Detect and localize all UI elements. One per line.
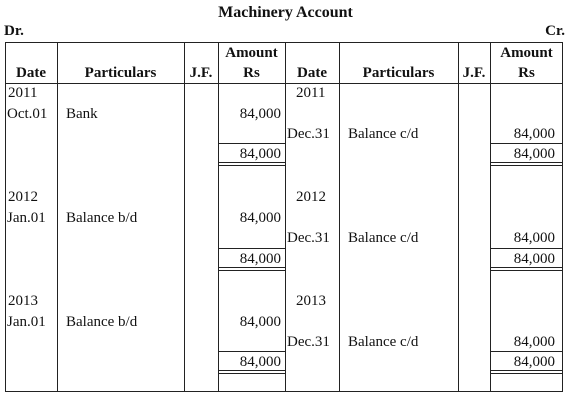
credit-total: 84,000: [513, 251, 555, 267]
debit-particulars: Bank: [66, 106, 98, 122]
debit-total: 84,000: [239, 251, 281, 267]
credit-year: 2011: [296, 85, 326, 101]
col-divider: [57, 42, 58, 392]
header-date: Date: [297, 65, 327, 81]
credit-side-label: Cr.: [545, 23, 565, 39]
double-rule: [490, 267, 563, 271]
credit-date: Dec.31: [287, 230, 330, 246]
credit-amount: 84,000: [513, 126, 555, 142]
header-amount: Amount: [500, 45, 553, 61]
total-rule: [218, 143, 285, 144]
header-particulars: Particulars: [84, 65, 157, 81]
credit-amount: 84,000: [513, 334, 555, 350]
debit-amount: 84,000: [239, 210, 281, 226]
credit-total: 84,000: [513, 354, 555, 370]
debit-total: 84,000: [239, 354, 281, 370]
col-divider: [339, 42, 340, 392]
double-rule: [490, 370, 563, 374]
col-divider-center: [285, 42, 286, 392]
header-jf: J.F.: [462, 65, 486, 81]
account-title: Machinery Account: [218, 4, 353, 21]
header-particulars: Particulars: [362, 65, 435, 81]
header-jf: J.F.: [189, 65, 213, 81]
debit-date: Oct.01: [7, 106, 48, 122]
debit-amount: 84,000: [239, 106, 281, 122]
debit-year: 2012: [8, 189, 38, 205]
total-rule: [490, 351, 563, 352]
debit-amount: 84,000: [239, 314, 281, 330]
header-date: Date: [16, 65, 46, 81]
debit-particulars: Balance b/d: [66, 314, 138, 330]
credit-year: 2012: [296, 189, 326, 205]
total-rule: [218, 351, 285, 352]
debit-year: 2011: [8, 85, 38, 101]
credit-date: Dec.31: [287, 126, 330, 142]
header-amount: Amount: [225, 45, 278, 61]
header-rs: Rs: [518, 65, 535, 81]
total-rule: [490, 248, 563, 249]
double-rule: [218, 162, 285, 166]
double-rule: [218, 267, 285, 271]
debit-year: 2013: [8, 293, 38, 309]
credit-amount: 84,000: [513, 230, 555, 246]
credit-date: Dec.31: [287, 334, 330, 350]
col-divider: [184, 42, 185, 392]
credit-total: 84,000: [513, 146, 555, 162]
credit-year: 2013: [296, 293, 326, 309]
debit-date: Jan.01: [7, 314, 46, 330]
double-rule: [490, 162, 563, 166]
credit-particulars: Balance c/d: [348, 334, 419, 350]
debit-side-label: Dr.: [4, 23, 24, 39]
header-rule: [5, 83, 563, 84]
total-rule: [218, 248, 285, 249]
credit-particulars: Balance c/d: [348, 126, 419, 142]
col-divider: [458, 42, 459, 392]
credit-particulars: Balance c/d: [348, 230, 419, 246]
debit-date: Jan.01: [7, 210, 46, 226]
debit-total: 84,000: [239, 146, 281, 162]
total-rule: [490, 143, 563, 144]
debit-particulars: Balance b/d: [66, 210, 138, 226]
double-rule: [218, 370, 285, 374]
header-rs: Rs: [243, 65, 260, 81]
